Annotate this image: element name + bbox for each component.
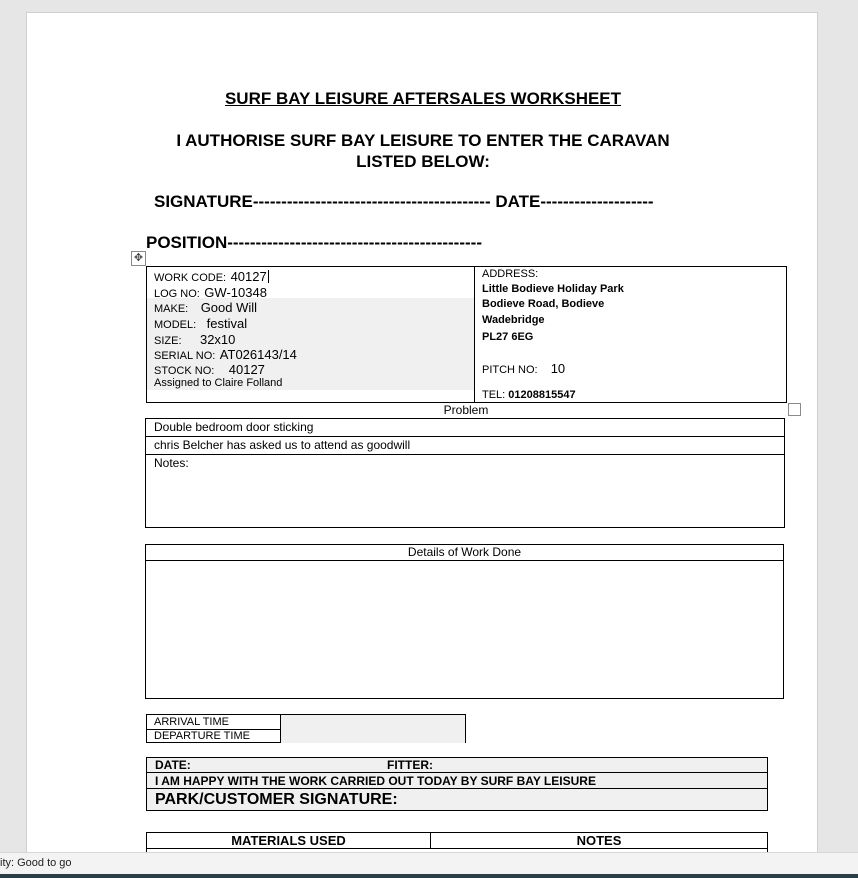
fitter-label: FITTER:	[387, 758, 433, 772]
problem-table	[145, 418, 785, 528]
date-fitter-row[interactable]	[147, 758, 767, 773]
authorisation-line-2: LISTED BELOW:	[356, 152, 490, 171]
signoff-date-label: DATE:	[155, 758, 191, 772]
arrival-time-row	[147, 715, 465, 730]
work-done-table	[145, 544, 784, 699]
address-line-3: Wadebridge	[482, 314, 545, 326]
arrival-time-label: ARRIVAL TIME	[147, 715, 281, 729]
materials-used-header: MATERIALS USED	[147, 833, 431, 849]
size-row: SIZE: 32x10	[154, 332, 236, 347]
table-move-handle-icon[interactable]: ✥	[131, 251, 146, 266]
arrival-time-field[interactable]	[281, 715, 465, 729]
problem-heading: Problem	[443, 403, 489, 417]
size-value: 32x10	[199, 332, 236, 347]
tel-value: 01208815547	[508, 389, 576, 401]
time-table	[146, 714, 466, 743]
departure-time-row	[147, 729, 465, 743]
work-details-table	[146, 266, 787, 403]
address-label: ADDRESS:	[482, 268, 539, 280]
model-row: MODEL: festival	[154, 316, 248, 331]
departure-time-field[interactable]	[281, 729, 465, 743]
materials-notes-header: NOTES	[431, 833, 767, 849]
work-code-row: WORK CODE: 40127	[154, 269, 267, 284]
address-line-1: Little Bodieve Holiday Park	[482, 283, 624, 295]
work-done-field[interactable]	[146, 561, 783, 698]
end-of-row-marker	[788, 403, 801, 416]
address-line-4: PL27 6EG	[482, 331, 534, 343]
customer-signoff-table	[146, 757, 768, 811]
work-code-value: 40127	[230, 269, 267, 284]
problem-line-2[interactable]: chris Belcher has asked us to attend as goodwill	[146, 437, 784, 455]
document-title: SURF BAY LEISURE AFTERSALES WORKSHEET	[224, 89, 622, 108]
stock-row: STOCK NO: 40127	[154, 362, 265, 377]
address-cell[interactable]	[475, 267, 786, 402]
problem-line-1[interactable]: Double bedroom door sticking	[146, 419, 784, 437]
departure-time-label: DEPARTURE TIME	[147, 729, 281, 743]
pitch-value: 10	[550, 361, 566, 376]
address-line-2: Bodieve Road, Bodieve	[482, 298, 605, 310]
stock-value: 40127	[228, 362, 265, 377]
model-value: festival	[206, 316, 248, 331]
log-no-row: LOG NO: GW-10348	[154, 285, 267, 300]
make-row: MAKE: Good Will	[154, 300, 258, 315]
tel-row: TEL: 01208815547	[482, 389, 576, 401]
work-details-cell[interactable]	[147, 267, 475, 402]
log-no-value: GW-10348	[204, 285, 267, 300]
work-done-heading: Details of Work Done	[146, 545, 783, 561]
text-cursor	[268, 270, 269, 283]
serial-value: AT026143/14	[219, 347, 297, 362]
pitch-row: PITCH NO: 10	[482, 361, 566, 376]
taskbar-strip	[0, 874, 858, 878]
make-value: Good Will	[200, 300, 258, 315]
authorisation-statement	[0, 130, 846, 172]
customer-signature-label[interactable]: PARK/CUSTOMER SIGNATURE:	[155, 791, 398, 808]
authorisation-line-1: I AUTHORISE SURF BAY LEISURE TO ENTER THE CARAVAN	[176, 131, 670, 150]
signature-date-line: SIGNATURE------------------------------------------ DATE--------------------	[154, 192, 654, 211]
position-line: POSITION---------------------------------------------	[146, 233, 482, 252]
assigned-to: Assigned to Claire Folland	[154, 377, 283, 389]
status-bar	[0, 852, 858, 878]
notes-label: Notes:	[154, 456, 189, 470]
happy-statement: I AM HAPPY WITH THE WORK CARRIED OUT TODAY BY SURF BAY LEISURE	[147, 773, 767, 789]
accessibility-status[interactable]: ity: Good to go	[0, 857, 72, 869]
serial-row: SERIAL NO: AT026143/14	[154, 347, 297, 362]
notes-field[interactable]	[146, 455, 784, 527]
